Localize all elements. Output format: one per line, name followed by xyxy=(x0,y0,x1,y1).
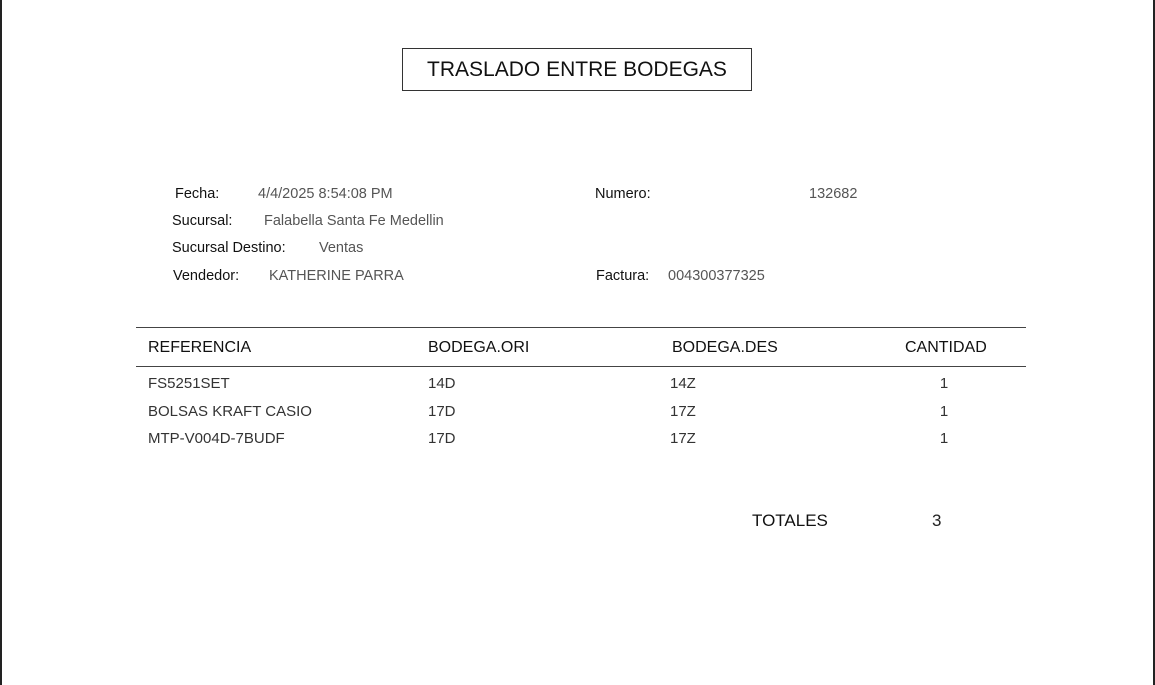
table-cell-bodega-des: 17Z xyxy=(670,403,696,420)
column-header-referencia: REFERENCIA xyxy=(148,339,252,356)
totals-value: 3 xyxy=(932,511,942,530)
numero-value: 132682 xyxy=(809,186,858,202)
document-title: TRASLADO ENTRE BODEGAS xyxy=(402,48,752,91)
sucursal-destino-value: Ventas xyxy=(319,240,364,256)
factura-label: Factura: xyxy=(596,268,650,284)
vendedor-value: KATHERINE PARRA xyxy=(269,268,404,284)
table-cell-bodega-des: 17Z xyxy=(670,430,696,447)
sucursal-value: Falabella Santa Fe Medellin xyxy=(264,213,444,229)
table-cell-bodega-des: 14Z xyxy=(670,375,696,392)
table-cell-bodega-ori: 17D xyxy=(428,403,456,420)
sucursal-destino-label: Sucursal Destino: xyxy=(172,240,286,256)
table-cell-referencia: FS5251SET xyxy=(148,375,230,392)
column-header-cantidad: CANTIDAD xyxy=(905,339,987,356)
sucursal-label: Sucursal: xyxy=(172,213,233,229)
table-cell-cantidad: 1 xyxy=(939,430,949,447)
table-cell-referencia: BOLSAS KRAFT CASIO xyxy=(148,403,312,420)
table-cell-referencia: MTP-V004D-7BUDF xyxy=(148,430,285,447)
table-cell-bodega-ori: 14D xyxy=(428,375,456,392)
fecha-value: 4/4/2025 8:54:08 PM xyxy=(258,186,393,202)
table-cell-cantidad: 1 xyxy=(939,375,949,392)
table-cell-cantidad: 1 xyxy=(939,403,949,420)
totals-label: TOTALES xyxy=(752,511,828,530)
vendedor-label: Vendedor: xyxy=(173,268,240,284)
table-header-rule xyxy=(136,366,1026,367)
table-top-rule xyxy=(136,327,1026,328)
numero-label: Numero: xyxy=(595,186,651,202)
page-border-left xyxy=(0,0,2,685)
column-header-bodega-des: BODEGA.DES xyxy=(672,339,778,356)
table-cell-bodega-ori: 17D xyxy=(428,430,456,447)
factura-value: 004300377325 xyxy=(668,268,765,284)
fecha-label: Fecha: xyxy=(175,186,220,202)
column-header-bodega-ori: BODEGA.ORI xyxy=(428,339,530,356)
